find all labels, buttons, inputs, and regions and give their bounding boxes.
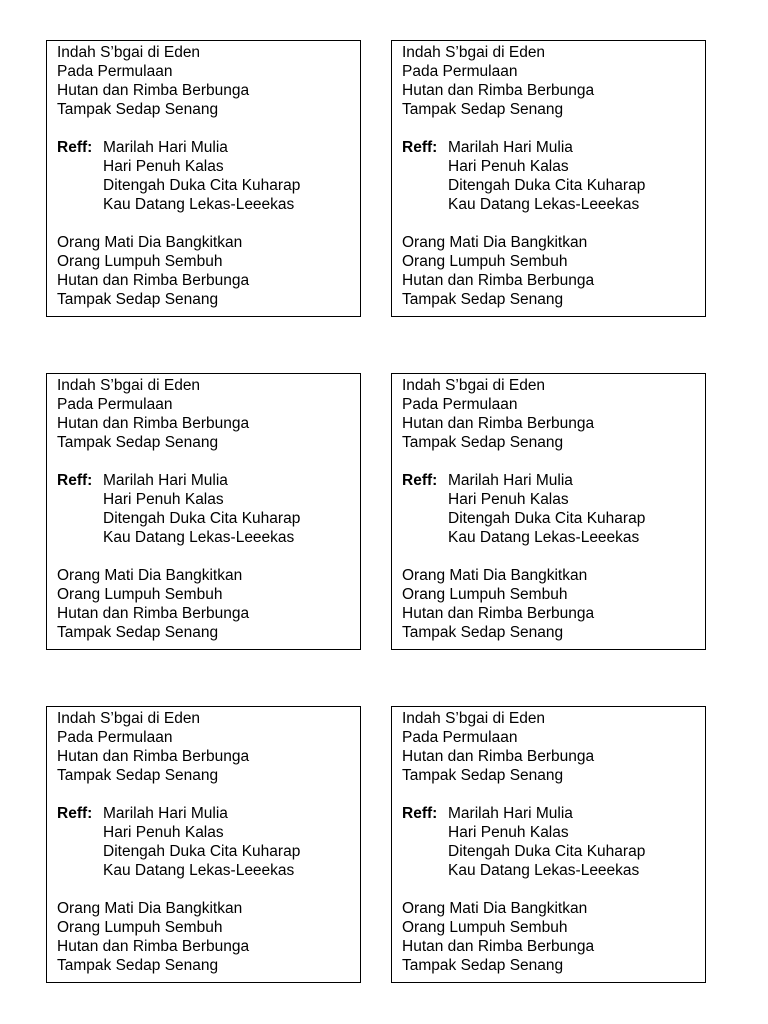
verse2-line: Tampak Sedap Senang	[57, 624, 219, 641]
reff-line: Kau Datang Lekas-Leeekas	[103, 196, 295, 213]
reff-line: Hari Penuh Kalas	[448, 491, 569, 508]
reff-line: Ditengah Duka Cita Kuharap	[103, 177, 301, 194]
verse2-line: Hutan dan Rimba Berbunga	[57, 605, 250, 622]
verse2-line: Orang Lumpuh Sembuh	[402, 586, 568, 603]
reff-line: Hari Penuh Kalas	[103, 824, 224, 841]
verse1-line: Indah S’bgai di Eden	[402, 44, 546, 61]
reff-first-row	[57, 471, 360, 490]
verse1-line: Hutan dan Rimba Berbunga	[57, 415, 250, 432]
verse2-line: Tampak Sedap Senang	[402, 624, 564, 641]
reff-line: Marilah Hari Mulia	[448, 139, 573, 156]
verse2-line: Hutan dan Rimba Berbunga	[57, 272, 250, 289]
reff-line: Marilah Hari Mulia	[103, 805, 228, 822]
verse2-line: Hutan dan Rimba Berbunga	[402, 938, 595, 955]
verse2-line: Orang Mati Dia Bangkitkan	[57, 567, 243, 584]
reff-first-row	[402, 471, 705, 490]
lyric-card	[46, 373, 361, 650]
stanza-gap	[402, 119, 705, 138]
verse1-line: Tampak Sedap Senang	[57, 767, 219, 784]
stanza-gap	[402, 452, 705, 471]
reff-line: Kau Datang Lekas-Leeekas	[448, 196, 640, 213]
verse1-line: Tampak Sedap Senang	[57, 434, 219, 451]
verse2-line: Orang Lumpuh Sembuh	[57, 919, 223, 936]
reff-line: Hari Penuh Kalas	[103, 491, 224, 508]
verse1-line: Indah S’bgai di Eden	[402, 710, 546, 727]
reff-line: Kau Datang Lekas-Leeekas	[103, 529, 295, 546]
reff-line: Hari Penuh Kalas	[448, 158, 569, 175]
reff-line: Marilah Hari Mulia	[103, 139, 228, 156]
reff-label: Reff:	[402, 472, 438, 489]
stanza-gap	[57, 214, 360, 233]
verse1-line: Tampak Sedap Senang	[402, 101, 564, 118]
stanza-gap	[402, 214, 705, 233]
reff-line: Ditengah Duka Cita Kuharap	[448, 177, 646, 194]
stanza-gap	[402, 547, 705, 566]
reff-label: Reff:	[57, 139, 93, 156]
verse1-line: Indah S’bgai di Eden	[57, 377, 201, 394]
reff-label: Reff:	[402, 805, 438, 822]
verse1-line: Pada Permulaan	[57, 396, 173, 413]
verse1-line: Indah S’bgai di Eden	[57, 710, 201, 727]
verse2-line: Hutan dan Rimba Berbunga	[402, 272, 595, 289]
verse2-line: Orang Lumpuh Sembuh	[402, 919, 568, 936]
stanza-gap	[402, 785, 705, 804]
verse1-line: Tampak Sedap Senang	[402, 434, 564, 451]
verse1-line: Pada Permulaan	[57, 63, 173, 80]
verse2-line: Orang Mati Dia Bangkitkan	[402, 234, 588, 251]
lyric-card	[46, 40, 361, 317]
verse1-line: Hutan dan Rimba Berbunga	[402, 415, 595, 432]
verse2-line: Tampak Sedap Senang	[402, 957, 564, 974]
reff-line: Marilah Hari Mulia	[103, 472, 228, 489]
reff-line: Ditengah Duka Cita Kuharap	[448, 510, 646, 527]
lyric-card	[391, 706, 706, 983]
reff-line: Marilah Hari Mulia	[448, 805, 573, 822]
lyric-card	[391, 40, 706, 317]
verse2-line: Hutan dan Rimba Berbunga	[402, 605, 595, 622]
reff-first-row	[57, 804, 360, 823]
verse1-line: Pada Permulaan	[57, 729, 173, 746]
stanza-gap	[57, 547, 360, 566]
stanza-gap	[57, 785, 360, 804]
reff-line: Kau Datang Lekas-Leeekas	[103, 862, 295, 879]
verse2-line: Tampak Sedap Senang	[57, 957, 219, 974]
lyric-card	[46, 706, 361, 983]
verse1-line: Tampak Sedap Senang	[402, 767, 564, 784]
verse2-line: Orang Mati Dia Bangkitkan	[57, 900, 243, 917]
reff-label: Reff:	[57, 805, 93, 822]
verse2-line: Orang Lumpuh Sembuh	[57, 253, 223, 270]
stanza-gap	[57, 452, 360, 471]
reff-line: Kau Datang Lekas-Leeekas	[448, 529, 640, 546]
reff-first-row	[402, 804, 705, 823]
reff-line: Hari Penuh Kalas	[448, 824, 569, 841]
verse1-line: Hutan dan Rimba Berbunga	[402, 748, 595, 765]
verse2-line: Tampak Sedap Senang	[57, 291, 219, 308]
stanza-gap	[57, 880, 360, 899]
reff-line: Marilah Hari Mulia	[448, 472, 573, 489]
verse1-line: Indah S’bgai di Eden	[402, 377, 546, 394]
reff-line: Kau Datang Lekas-Leeekas	[448, 862, 640, 879]
verse1-line: Tampak Sedap Senang	[57, 101, 219, 118]
reff-line: Ditengah Duka Cita Kuharap	[103, 510, 301, 527]
verse1-line: Pada Permulaan	[402, 729, 518, 746]
reff-first-row	[57, 138, 360, 157]
reff-first-row	[402, 138, 705, 157]
verse1-line: Indah S’bgai di Eden	[57, 44, 201, 61]
verse1-line: Hutan dan Rimba Berbunga	[57, 748, 250, 765]
verse1-line: Hutan dan Rimba Berbunga	[57, 82, 250, 99]
reff-line: Hari Penuh Kalas	[103, 158, 224, 175]
lyric-card	[391, 373, 706, 650]
reff-label: Reff:	[57, 472, 93, 489]
stanza-gap	[57, 119, 360, 138]
verse2-line: Orang Mati Dia Bangkitkan	[402, 900, 588, 917]
reff-line: Ditengah Duka Cita Kuharap	[103, 843, 301, 860]
verse2-line: Orang Lumpuh Sembuh	[57, 586, 223, 603]
verse1-line: Hutan dan Rimba Berbunga	[402, 82, 595, 99]
reff-line: Ditengah Duka Cita Kuharap	[448, 843, 646, 860]
verse2-line: Orang Lumpuh Sembuh	[402, 253, 568, 270]
verse2-line: Hutan dan Rimba Berbunga	[57, 938, 250, 955]
verse2-line: Tampak Sedap Senang	[402, 291, 564, 308]
verse2-line: Orang Mati Dia Bangkitkan	[57, 234, 243, 251]
verse1-line: Pada Permulaan	[402, 63, 518, 80]
verse2-line: Orang Mati Dia Bangkitkan	[402, 567, 588, 584]
verse1-line: Pada Permulaan	[402, 396, 518, 413]
reff-label: Reff:	[402, 139, 438, 156]
stanza-gap	[402, 880, 705, 899]
